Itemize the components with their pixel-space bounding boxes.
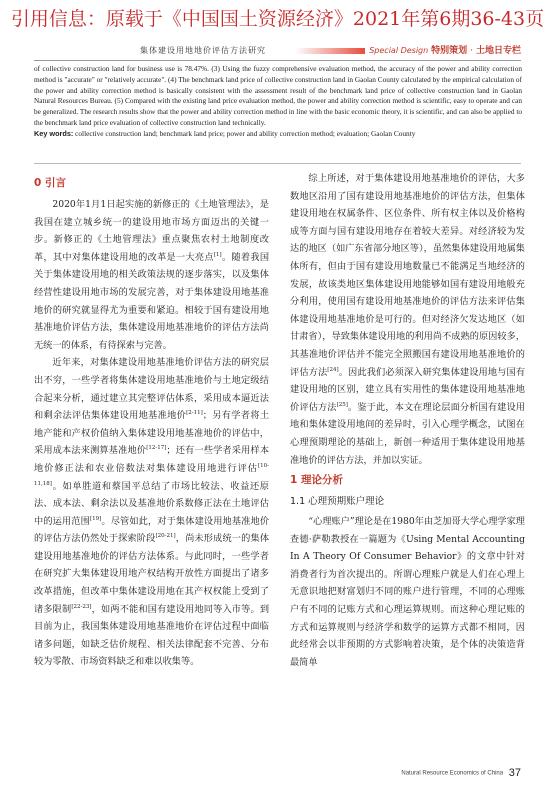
section-heading-intro: 0 引言: [34, 177, 66, 189]
topic-label: 土地日专栏: [475, 46, 521, 56]
special-design-label: Special Design: [295, 46, 428, 55]
abstract-block: [34, 64, 522, 140]
ref-20-21: [20-21]: [155, 533, 176, 540]
p3-text-b: 。因此我们必须深入研究集体建设用地与国有建设用地的区别，建立具有实用性的集体建设用地基准地价评估方法: [290, 366, 526, 413]
p2-text-f: ，尚未形成统一的集体建设用地基准地价的评估方法体系。与此同时，一些学者在研究扩大集体建设用地产权结构开放性方面提出了诸多改革措施，但改革中集体建设用地在其产权权能上受到了诸多限制: [34, 533, 270, 615]
citation-banner: 引用信息：原载于《中国国土资源经济》2021年第6期36-43页: [10, 8, 545, 30]
ref-10-11-18: [10-11,18]: [34, 462, 269, 487]
abstract-text: of collective construction land for business use is 78.47%. (3) Using the fuzzy comprehensive evaluation method, the accuracy of the power and ability correction method is "accurate" or "relatively accurate". (4) The benchmark land price of collective construction land in Gaolan County calculated by the empirical calculation of the power and ability correction method is basically consistent with the assessment result of the benchmark land price of collective construction land in Gaolan Natural Resources Bureau. (5) Compared with the existing land price evaluation method, the power and ability correction method is scientific, easy to operate and can be generalized. The research results show that the power and ability correction method in line with the basic economic theory, it is scientific, and can also be applied to the benchmark land price evaluation of collective construction land technically.: [34, 64, 522, 127]
column-label: 特别策划: [431, 46, 468, 56]
right-column: [290, 170, 525, 671]
ref-12-17: [12-17]: [146, 445, 167, 452]
ref-24: [24]: [327, 366, 339, 373]
page-footer: [401, 767, 521, 779]
p1-text: 2020年1月1日起实施的新修正的《土地管理法》，是我国在建立城乡统一的建设用地市场方面迈出的关键一步。新修正的《土地管理法》重点聚焦农村土地制度改革，其中对集体建设用地的改革是一大亮点: [34, 199, 269, 263]
p1-text-b: 。随着我国关于集体建设用地的相关政策法规的逐步落实，以及集体经营性建设用地市场的发展完善，对于集体建设用地基准地价的研究就显得尤为重要和紧迫。相较于国有建设用地基准地价评估方法，集体建设用地基准地价的评估方法尚无统一的体系，有待探索与完善。: [34, 251, 270, 351]
theory-paragraph-1: “心理账户”理论是在1980年由芝加哥大学心理学家理查德·萨勒教授在一篇题为《Using Mental Accounting In A Theory Of Consumer Behavior》的文章中针对消费者行为首次提出的。所谓心理账户就是人们在心理上无意识地把财富划归不同的账户进行管理，不同的心理账户有不同的记账方式和心理运算规则。而这种心理记账的方式和运算规则与经济学和数学的运算方式都不相同，因此经常会以非预期的方式影响着决策，是个体的决策造背最简单: [290, 516, 525, 668]
left-column: [34, 172, 269, 671]
intro-paragraph-1: [34, 196, 269, 354]
page-number: 37: [508, 767, 521, 779]
running-header-column: [295, 43, 521, 56]
header-divider: [34, 60, 521, 61]
p2-text-e: 。尽管如此，对于集体建设用地基准地价的评估方法仍然处于探索阶段: [34, 515, 270, 545]
intro-paragraph-2: [34, 354, 269, 671]
subsection-heading-mental-account: 1.1 心理预期账户理论: [290, 496, 385, 508]
p2-text-c: ；还有一些学者采用样本地价修正法和农业倍数法对集体建设用地进行评估: [34, 445, 270, 474]
ref-1: [1]: [213, 251, 222, 258]
keywords-label: Key words:: [34, 128, 74, 138]
ref-25: [25]: [336, 401, 348, 408]
keywords-line: [34, 129, 522, 140]
ref-19: [19]: [89, 515, 102, 522]
journal-name: Natural Resource Economics of China: [401, 770, 504, 777]
running-header-title: 集体建设用地地价评估方法研究: [140, 46, 266, 55]
abstract-divider: [34, 163, 521, 164]
p2-text-g: ，如两不能和国有建设用地同等入市等。到目前为止，我国集体建设用地基准地价在评估过程中面临诸多问题，如缺乏估价规程、相关法律配套不完善、分布较为零散、市场资料缺乏和难以收集等。: [34, 603, 270, 668]
section-heading-theory: 1 理论分析: [290, 474, 343, 487]
p2-text-d: 。如单胜道和蔡国平总结了市场比较法、收益还原法、成本法、剩余法以及基准地价系数修正法在土地评估中的运用范围: [34, 480, 269, 527]
keywords-text: collective construction land; benchmark land price; power and ability correction method; evaluation; Gaolan County: [73, 128, 416, 138]
p2-text-b: ；另有学者将土地产能和产权价值纳入集体建设用地基准地价的评估中，采用成本法来测算基准地价: [34, 410, 270, 457]
header-separator: ·: [470, 46, 473, 56]
ref-2-11: [2-11]: [186, 410, 203, 417]
p3-text-a: 综上所述，对于集体建设用地基准地价的评估，大多数地区沿用了国有建设用地基准地价的评估方法，但集体建设用地在权属条件、区位条件、所有权主体以及价格构成等方面与国有建设用地存在着较大差异。对经济较为发达的地区（如广东省部分地区等），虽然集体建设用地属集体所有，但由于国有建设用地数量已不能满足当地经济的发展，故该类地区集体建设用地能够如国有建设用地般充分利用，使用国有建设用地基准地价的评估方法来评估集体建设用地基准地价是可行的。但对经济欠发达地区（如甘肃省），导致集体建设用地的利用尚不成熟的原因较多，其基准地价评估并不能完全照搬国有建设用地基准地价的评估方法: [290, 173, 525, 378]
p3-text-c: 。鉴于此，本文在理论层面分析国有建设用地和集体建设用地间的差异时，引入心理学概念，试图在心理预期理论的基础上，新创一种适用于集体建设用地基准地价的评估方法，并加以实证。: [290, 401, 526, 466]
ref-22-23: [22-23]: [71, 603, 92, 610]
intro-paragraph-3: [290, 170, 525, 469]
p2-text-a: 近年来，对集体建设用地基准地价评估方法的研究层出不穷，一些学者将集体建设用地基准地价与土地定级结合起来分析，通过建立其完整评估体系，采用成本逼近法和剩余法评估集体建设用地基准地价: [34, 357, 269, 422]
